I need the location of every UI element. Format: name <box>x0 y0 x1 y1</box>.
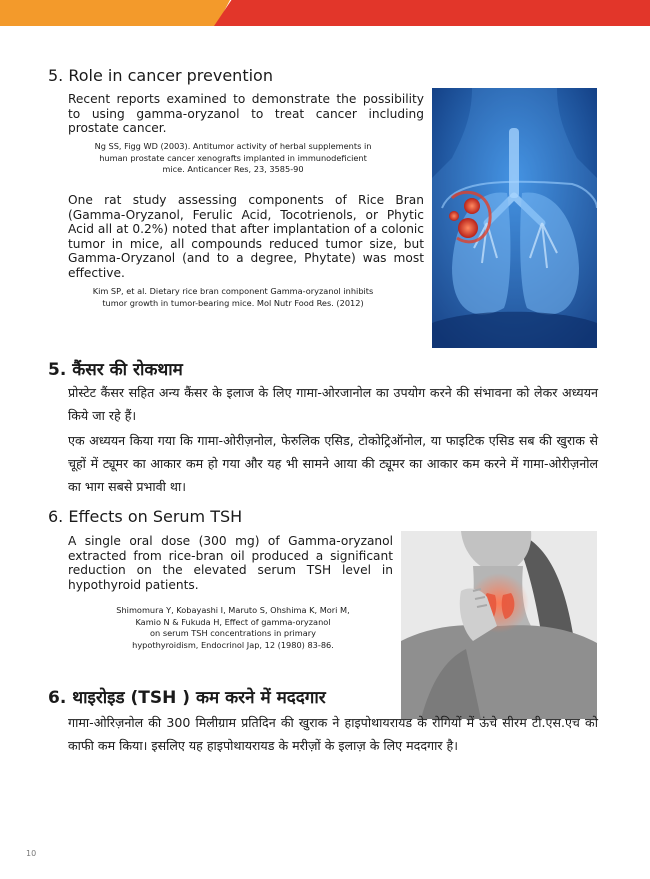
page-number: 10 <box>26 849 37 858</box>
reference-line: hypothyroidism, Endocrinol Jap, 12 (1980) 83-86. <box>132 639 334 650</box>
section-5-para-2-hi: एक अध्ययन किया गया कि गामा-ओरीज़नोल, फेरुलिक एसिड, टोकोट्रिऑनोल, या फाइटिक एसिड सब की खुराक से चूहों में ट्यूमर का आकार कम हो गया और यह भी सामने आया की ट्यूमर का आकार कम करने में गामा-ओरीज़नोल का भाग सबसे प्रभावी था। <box>68 433 598 494</box>
thyroid-throat-image <box>401 531 597 719</box>
reference-line: Ng SS, Figg WD (2003). Antitumor activity of herbal supplements in <box>94 141 372 151</box>
header-band-orange <box>0 0 230 26</box>
section-6-para-1-hi: गामा-ओरिज़नोल की 300 मिलीग्राम प्रतिदिन की खुराक ने हाइपोथायरायड के रोगियों में ऊंचे सीरम टी.एस.एच को काफी कम किया। इसलिए यह हाइपोथायरायड के मरीज़ों के इलाज़ के लिए मददगार है। <box>68 715 598 753</box>
section-6-para-1-en: A single oral dose (300 mg) of Gamma-oryzanol extracted from rice-bran oil produced a significant reduction on the elevated serum TSH level in hypothyroid patients. <box>68 534 393 592</box>
section-5-para-1-en: Recent reports examined to demonstrate the possibility to using gamma-oryzanol to treat cancer including prostate cancer. <box>68 92 424 136</box>
reference-line: Shimomura Y, Kobayashi I, Maruto S, Ohshima K, Mori M, <box>116 605 350 615</box>
section-5-heading-en: 5. Role in cancer prevention <box>48 66 273 85</box>
lungs-illustration <box>432 88 597 348</box>
section-5-reference-1 <box>68 141 398 176</box>
section-5-para-1-hi: प्रोस्टेट कैंसर सहित अन्य कैंसर के इलाज के लिए गामा-ओरजानोल का उपयोग करने की संभावना को लेकर अध्ययन किये जा रहे हैं। <box>68 385 598 423</box>
header-band-red <box>214 0 650 26</box>
reference-line: Kamio N & Fukuda H, Effect of gamma-oryzanol <box>135 616 331 627</box>
throat-illustration <box>401 531 597 719</box>
section-6-reference-1 <box>78 605 388 651</box>
section-5-heading-hi: 5. कैंसर की रोकथाम <box>48 360 183 380</box>
reference-line: human prostate cancer xenografts implanted in immunodeficient <box>99 152 367 163</box>
section-6-heading-en: 6. Effects on Serum TSH <box>48 507 243 526</box>
section-6-heading-hi: 6. थाइरोइड (TSH ) कम करने में मददगार <box>48 688 326 708</box>
reference-line: on serum TSH concentrations in primary <box>150 628 316 638</box>
section-5-reference-2 <box>68 286 398 309</box>
section-5-para-2-en: One rat study assessing components of Rice Bran (Gamma-Oryzanol, Ferulic Acid, Tocotrienols, or Phytic Acid all at 0.2%) noted that after implantation of a colonic tumor in mice, all compounds reduced tumor size, but Gamma-Oryzanol (and to a degree, Phytate) was most effective. <box>68 193 424 280</box>
lungs-tumor-image <box>432 88 597 348</box>
reference-line: mice. Anticancer Res, 23, 3585-90 <box>162 164 304 174</box>
reference-line: tumor growth in tumor-bearing mice. Mol Nutr Food Res. (2012) <box>102 297 364 308</box>
reference-line: Kim SP, et al. Dietary rice bran component Gamma-oryzanol inhibits <box>92 286 374 296</box>
